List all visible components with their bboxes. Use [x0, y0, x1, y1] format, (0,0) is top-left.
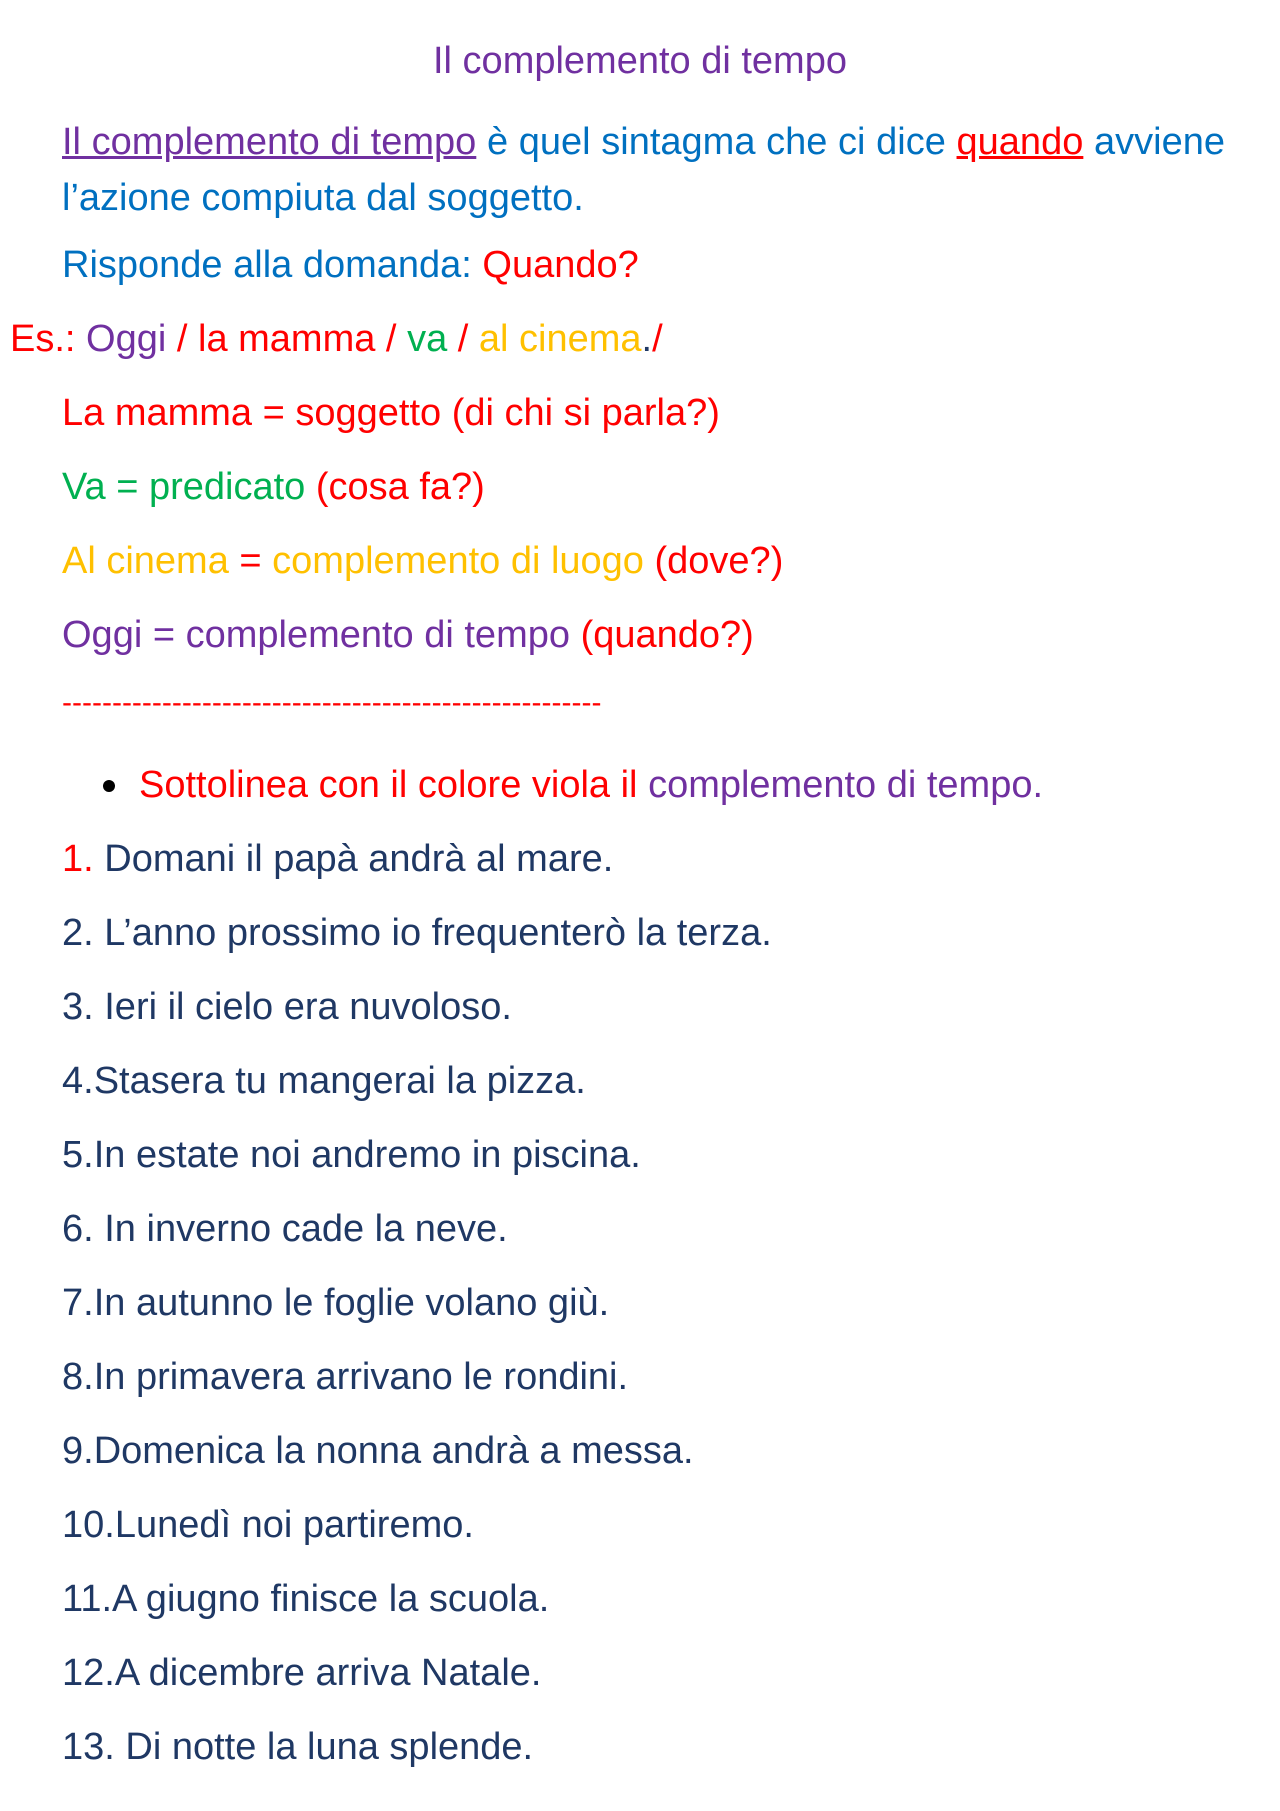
- definition-term: Il complemento di tempo: [62, 121, 477, 163]
- analysis-predicato-main: Va = predicato: [62, 466, 316, 508]
- exercise-number: 1.: [62, 838, 94, 880]
- exercise-text: Domani il papà andrà al mare.: [93, 838, 614, 880]
- analysis-predicato: [62, 468, 485, 506]
- example-end-slash: /: [652, 318, 663, 360]
- divider: ------------------------------------------------------: [62, 686, 602, 719]
- analysis-tempo: [62, 616, 754, 654]
- analysis-tempo-question: (quandо?): [580, 614, 754, 656]
- definition-keyword: quando: [956, 121, 1084, 163]
- instruction-target: complemento di tempo.: [648, 764, 1044, 806]
- analysis-predicato-question: (cosa fa?): [315, 466, 485, 508]
- example-sep-3: /: [447, 318, 479, 360]
- analysis-luogo-question: (dove?): [654, 540, 784, 582]
- exercise-item-1: [62, 840, 613, 878]
- exercise-item-2: 2. L’anno prossimo io frequenterò la terza.: [62, 912, 772, 954]
- bullet-dot: [103, 780, 115, 792]
- exercise-item-5: 5.In estate noi andremo in piscina.: [62, 1134, 641, 1176]
- definition-text: è quel sintagma che ci dice: [476, 121, 957, 163]
- exercise-item-12: 12.A dicembre arriva Natale.: [62, 1652, 542, 1694]
- example-prefix: Es.:: [10, 318, 87, 360]
- question-value: Quando?: [482, 244, 639, 286]
- example-line: [10, 320, 663, 358]
- example-word-cinema: al cinema: [478, 318, 642, 360]
- exercise-item-9: 9.Domenica la nonna andrà a messa.: [62, 1430, 694, 1472]
- example-end-dot: .: [641, 318, 653, 360]
- definition-text-end: avviene l’azione compiuta dal soggetto.: [62, 121, 1225, 219]
- exercise-item-10: 10.Lunedì noi partiremo.: [62, 1504, 474, 1546]
- question-label: Risponde alla domanda:: [62, 244, 483, 286]
- example-sep-1: /: [166, 318, 198, 360]
- exercise-item-7: 7.In autunno le foglie volano giù.: [62, 1282, 610, 1324]
- exercise-item-11: 11.A giugno finisce la scuola.: [62, 1578, 550, 1620]
- exercise-item-13: 13. Di notte la luna splende.: [62, 1726, 534, 1768]
- example-word-mamma: la mamma: [198, 318, 376, 360]
- example-word-va: va: [407, 318, 448, 360]
- question-line: [62, 246, 639, 284]
- analysis-luogo-type: complemento di luogo: [272, 540, 655, 582]
- exercise-item-6: 6. In inverno cade la neve.: [62, 1208, 508, 1250]
- definition-paragraph: [62, 114, 1225, 226]
- exercise-item-4: 4.Stasera tu mangerai la pizza.: [62, 1060, 586, 1102]
- example-sep-2: /: [375, 318, 408, 360]
- analysis-luogo-subject: Al cinema: [62, 540, 240, 582]
- analysis-luogo: [62, 542, 783, 580]
- exercise-item-3: 3. Ieri il cielo era nuvoloso.: [62, 986, 512, 1028]
- instruction-text: Sottolinea con il colore viola il: [139, 764, 649, 806]
- example-word-oggi: Oggi: [86, 318, 167, 360]
- analysis-soggetto: La mamma = soggetto (di chi si parla?): [62, 392, 720, 434]
- analysis-luogo-equals: =: [239, 540, 273, 582]
- exercise-item-8: 8.In primavera arrivano le rondini.: [62, 1356, 629, 1398]
- instruction: [139, 766, 1043, 804]
- page-title: Il complemento di tempo: [433, 40, 847, 82]
- analysis-tempo-main: Oggi = complemento di tempo: [62, 614, 581, 656]
